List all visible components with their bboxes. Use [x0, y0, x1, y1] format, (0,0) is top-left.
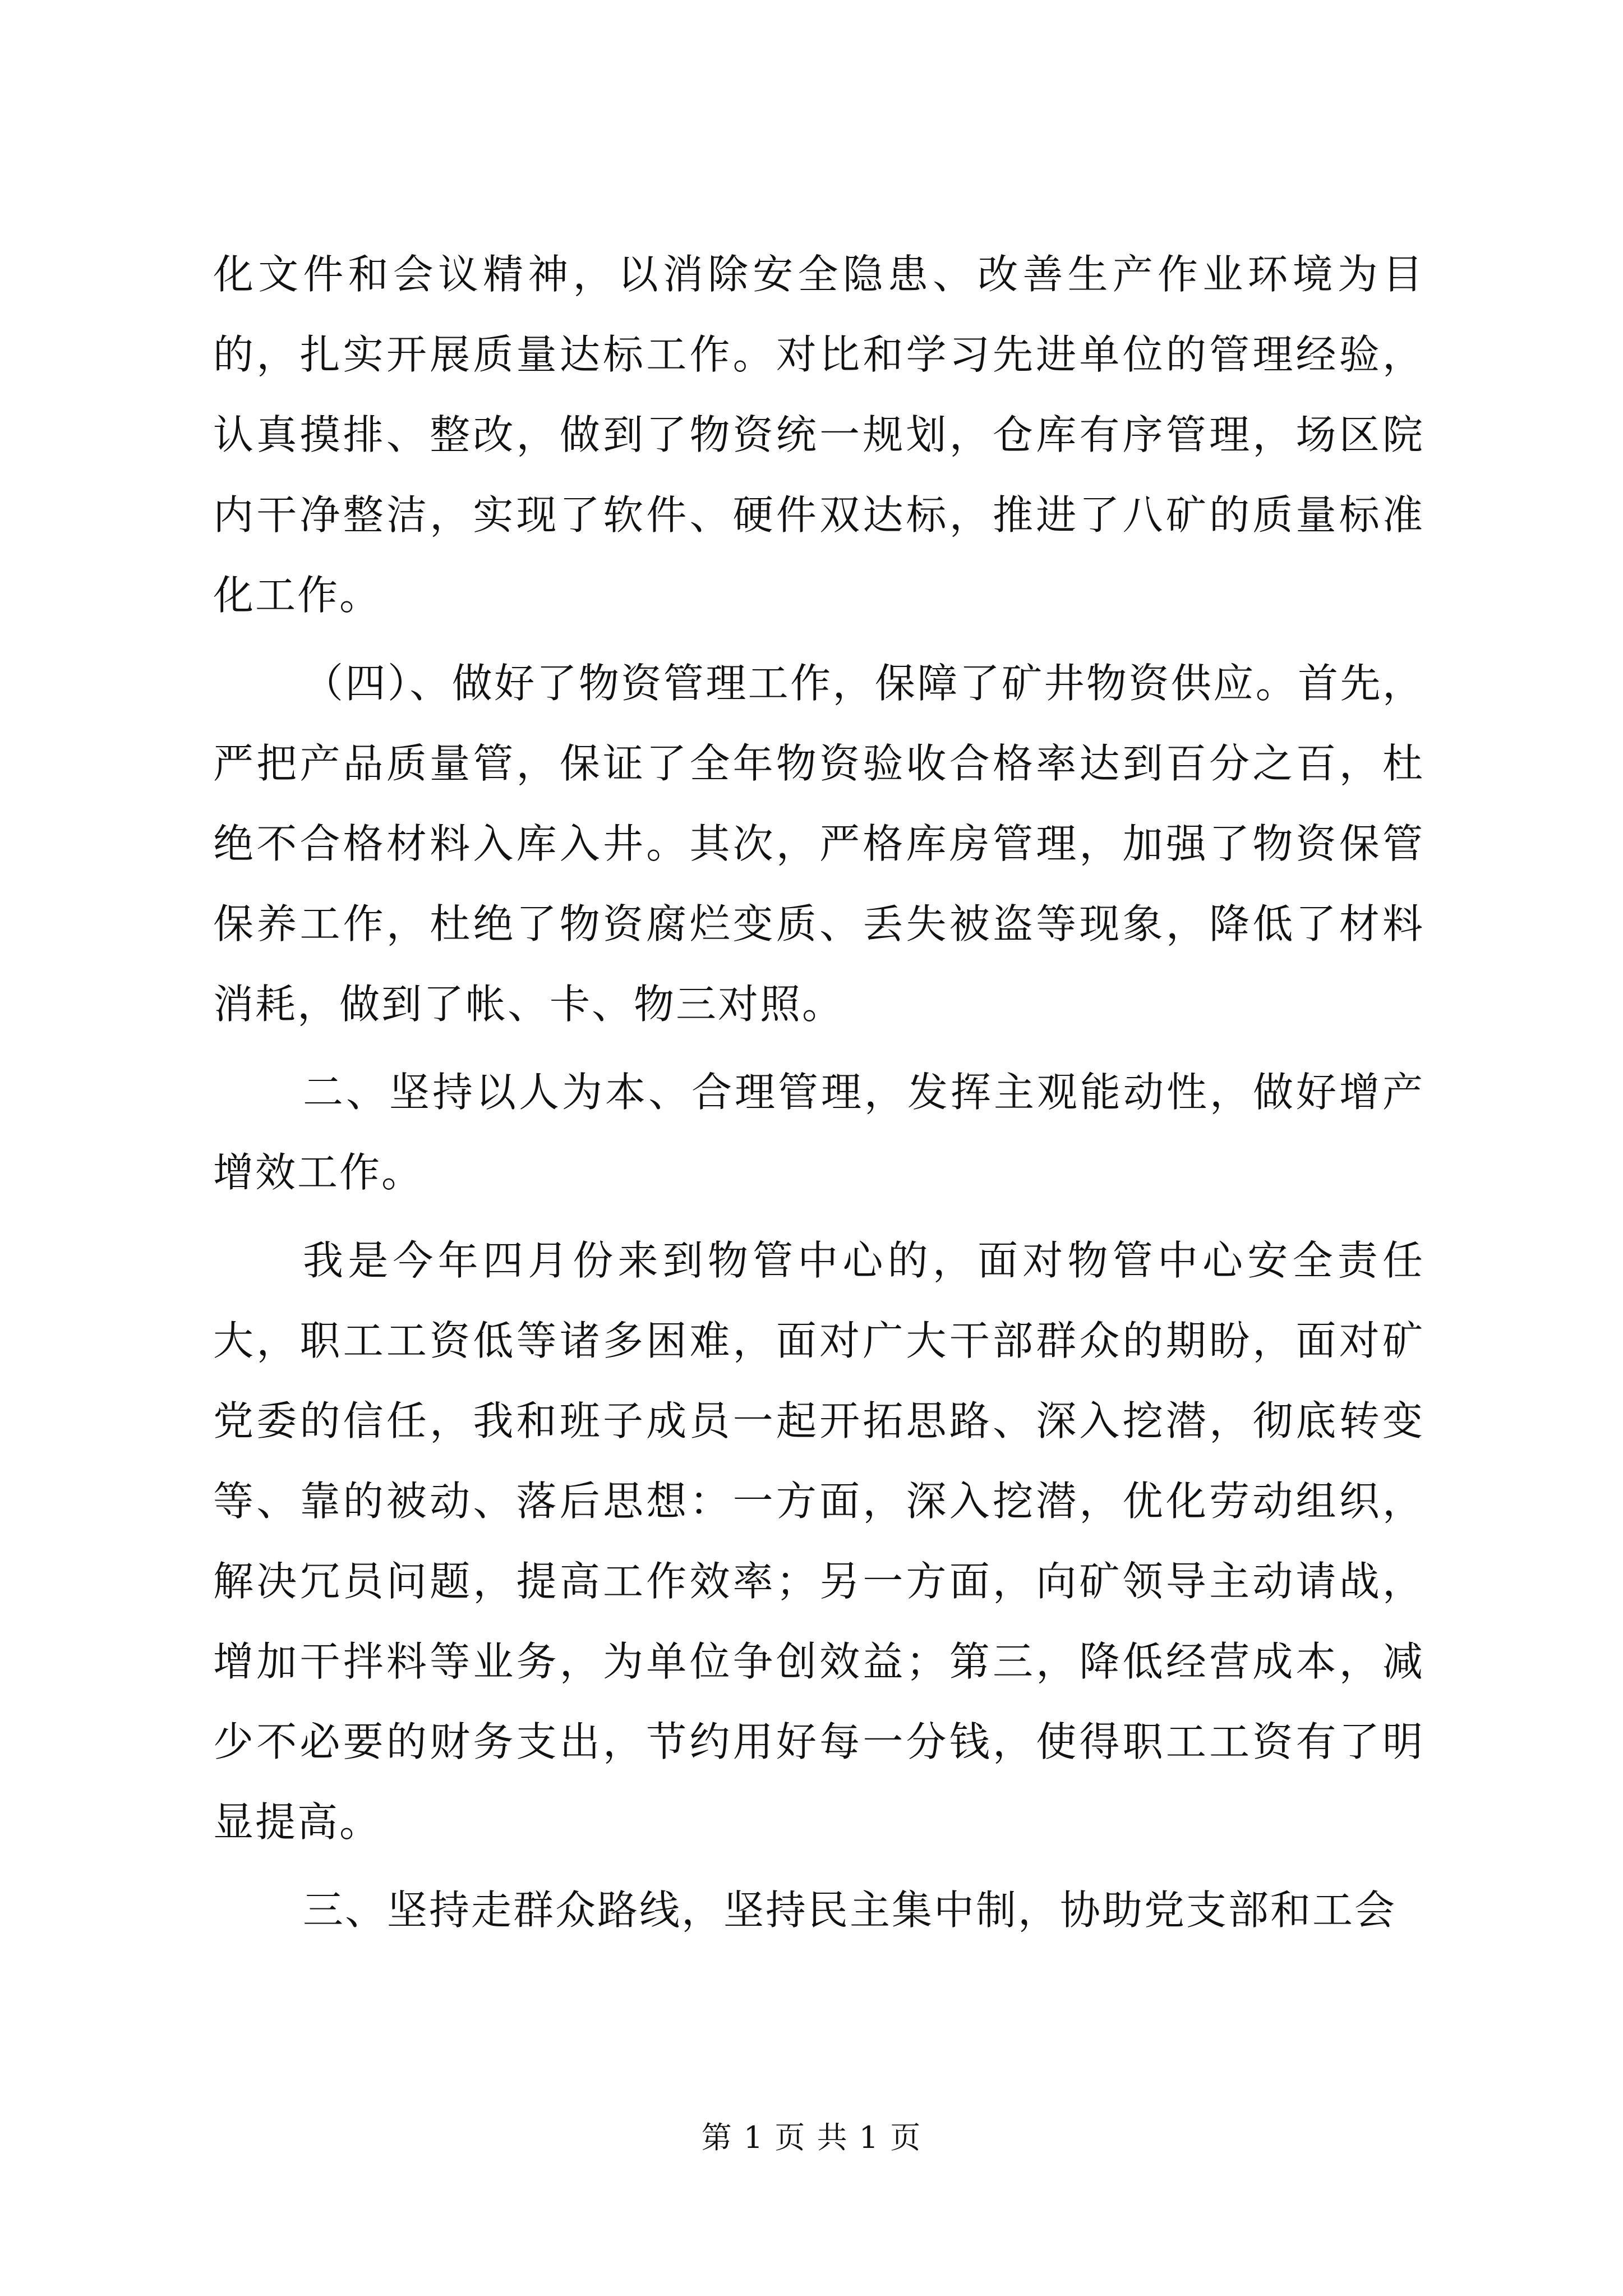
- heading-section-three: 三、坚持走群众路线，坚持民主集中制，协助党支部和工会: [303, 1887, 1397, 1934]
- document-body: [213, 234, 1424, 1958]
- paragraph-continuation: 化文件和会议精神，以消除安全隐患、改善生产作业环境为目的，扎实开展质量达标工作。对比和学习先进单位的管理经验，认真摸排、整改，做到了物资统一规划，仓库有序管理，场区院内干净整洁，实现了软件、硬件双达标，推进了八矿的质量标准化工作。: [213, 251, 1424, 619]
- page-footer: 第 1 页 共 1 页: [701, 2120, 922, 2155]
- paragraph-personal-work: 我是今年四月份来到物管中心的，面对物管中心安全责任大，职工工资低等诸多困难，面对广大干部群众的期盼，面对矿党委的信任，我和班子成员一起开拓思路、深入挖潜，彻底转变等、靠的被动、落后思想：一方面，深入挖潜，优化劳动组织，解决冗员问题，提高工作效率；另一方面，向矿领导主动请战，增加干拌料等业务，为单位争创效益；第三，降低经营成本，减少不必要的财务支出，节约用好每一分钱，使得职工工资有了明显提高。: [213, 1237, 1424, 1846]
- paragraph-material-management: （四）、做好了物资管理工作，保障了矿井物资供应。首先，严把产品质量管，保证了全年物资验收合格率达到百分之百，杜绝不合格材料入库入井。其次，严格库房管理，加强了物资保管保养工作，杜绝了物资腐烂变质、丢失被盗等现象，降低了材料消耗，做到了帐、卡、物三对照。: [213, 660, 1424, 1028]
- heading-section-two: 二、坚持以人为本、合理管理，发挥主观能动性，做好增产增效工作。: [213, 1069, 1424, 1196]
